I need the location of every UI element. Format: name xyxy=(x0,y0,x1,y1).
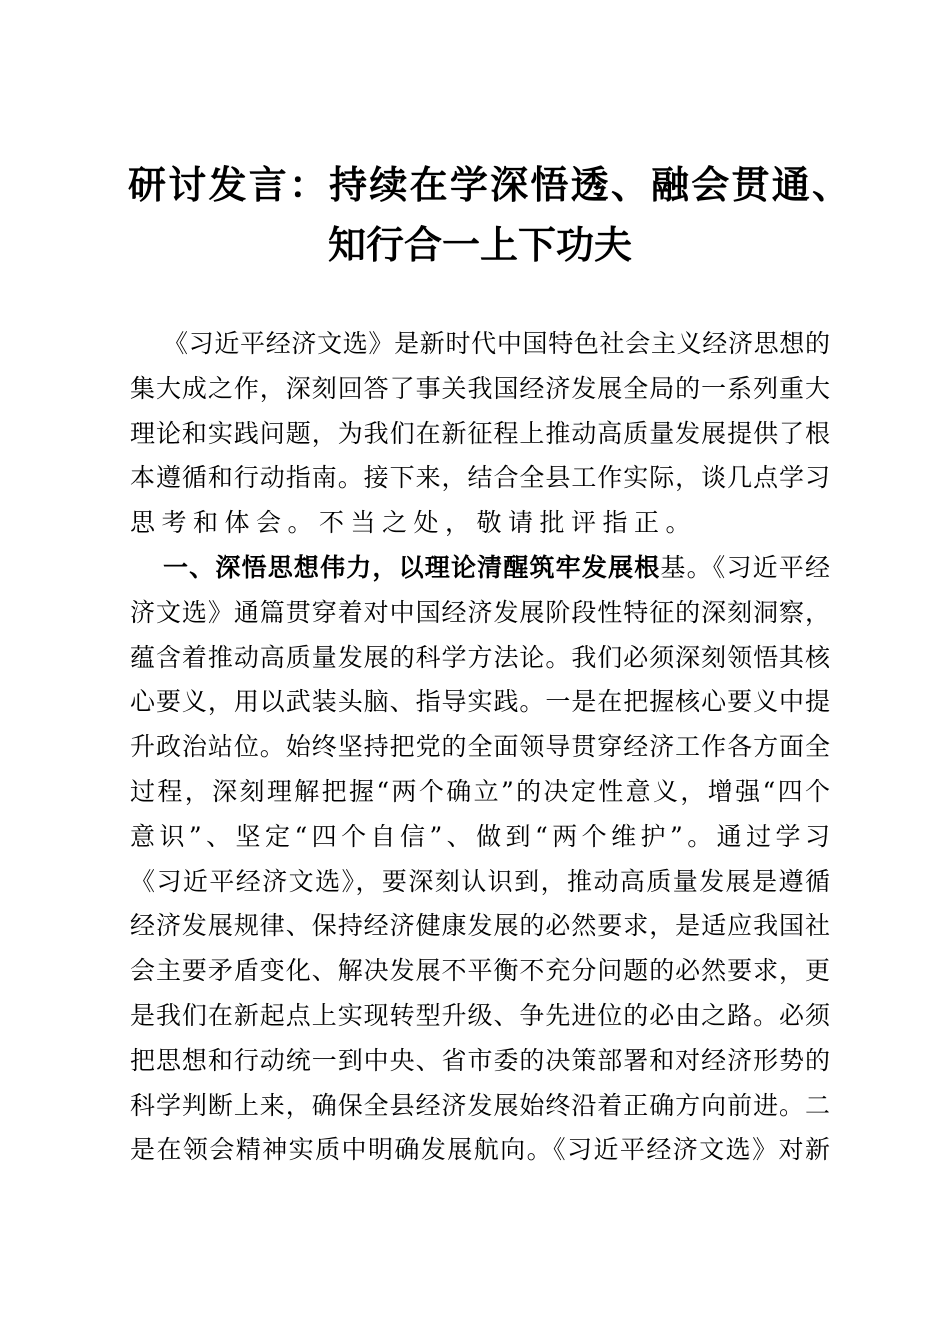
text-line: 《习近平经济文选》是新时代中国特色社会主义经济思想的 xyxy=(163,329,830,358)
intro-paragraph xyxy=(130,322,830,546)
text-line: 会主要矛盾变化、解决发展不平衡不充分问题的必然要求，更 xyxy=(130,956,830,986)
document-title-line-1: 研讨发言：持续在学深悟透、融会贯通、 xyxy=(128,163,850,207)
text-line: 思考和体会。不当之处，敬请批评指正。 xyxy=(130,508,698,538)
document-title-line-2: 知行合一上下功夫 xyxy=(327,223,632,267)
text-line: 是我们在新起点上实现转型升级、争先进位的必由之路。必须 xyxy=(130,1000,830,1030)
text-line: 意识”、坚定“四个自信”、做到“两个维护”。通过学习 xyxy=(130,821,830,851)
section-heading: 一、深悟思想伟力，以理论清醒筑牢发展根 xyxy=(163,552,661,582)
text-run: 基。《习近平经 xyxy=(660,552,830,582)
text-line: 升政治站位。始终坚持把党的全面领导贯穿经济工作各方面全 xyxy=(130,732,830,762)
text-line xyxy=(130,546,830,591)
text-line: 过程，深刻理解把握“两个确立”的决定性意义，增强“四个 xyxy=(130,776,830,806)
text-line: 蕴含着推动高质量发展的科学方法论。我们必须深刻领悟其核 xyxy=(130,642,830,672)
text-line: 本遵循和行动指南。接下来，结合全县工作实际，谈几点学习 xyxy=(130,463,830,493)
text-line: 集大成之作，深刻回答了事关我国经济发展全局的一系列重大 xyxy=(130,373,830,403)
document-body xyxy=(130,322,830,1173)
text-line: 经济发展规律、保持经济健康发展的必然要求，是适应我国社 xyxy=(130,911,830,941)
section-one-paragraph xyxy=(130,546,830,1173)
text-line: 济文选》通篇贯穿着对中国经济发展阶段性特征的深刻洞察， xyxy=(130,597,830,627)
text-line: 是在领会精神实质中明确发展航向。《习近平经济文选》对新 xyxy=(130,1135,830,1165)
text-line: 《习近平经济文选》，要深刻认识到，推动高质量发展是遵循 xyxy=(130,866,830,896)
text-line: 把思想和行动统一到中央、省市委的决策部署和对经济形势的 xyxy=(130,1045,830,1075)
text-line: 理论和实践问题，为我们在新征程上推动高质量发展提供了根 xyxy=(130,418,830,448)
text-line: 科学判断上来，确保全县经济发展始终沿着正确方向前进。二 xyxy=(130,1090,830,1120)
text-line: 心要义，用以武装头脑、指导实践。一是在把握核心要义中提 xyxy=(130,687,830,717)
